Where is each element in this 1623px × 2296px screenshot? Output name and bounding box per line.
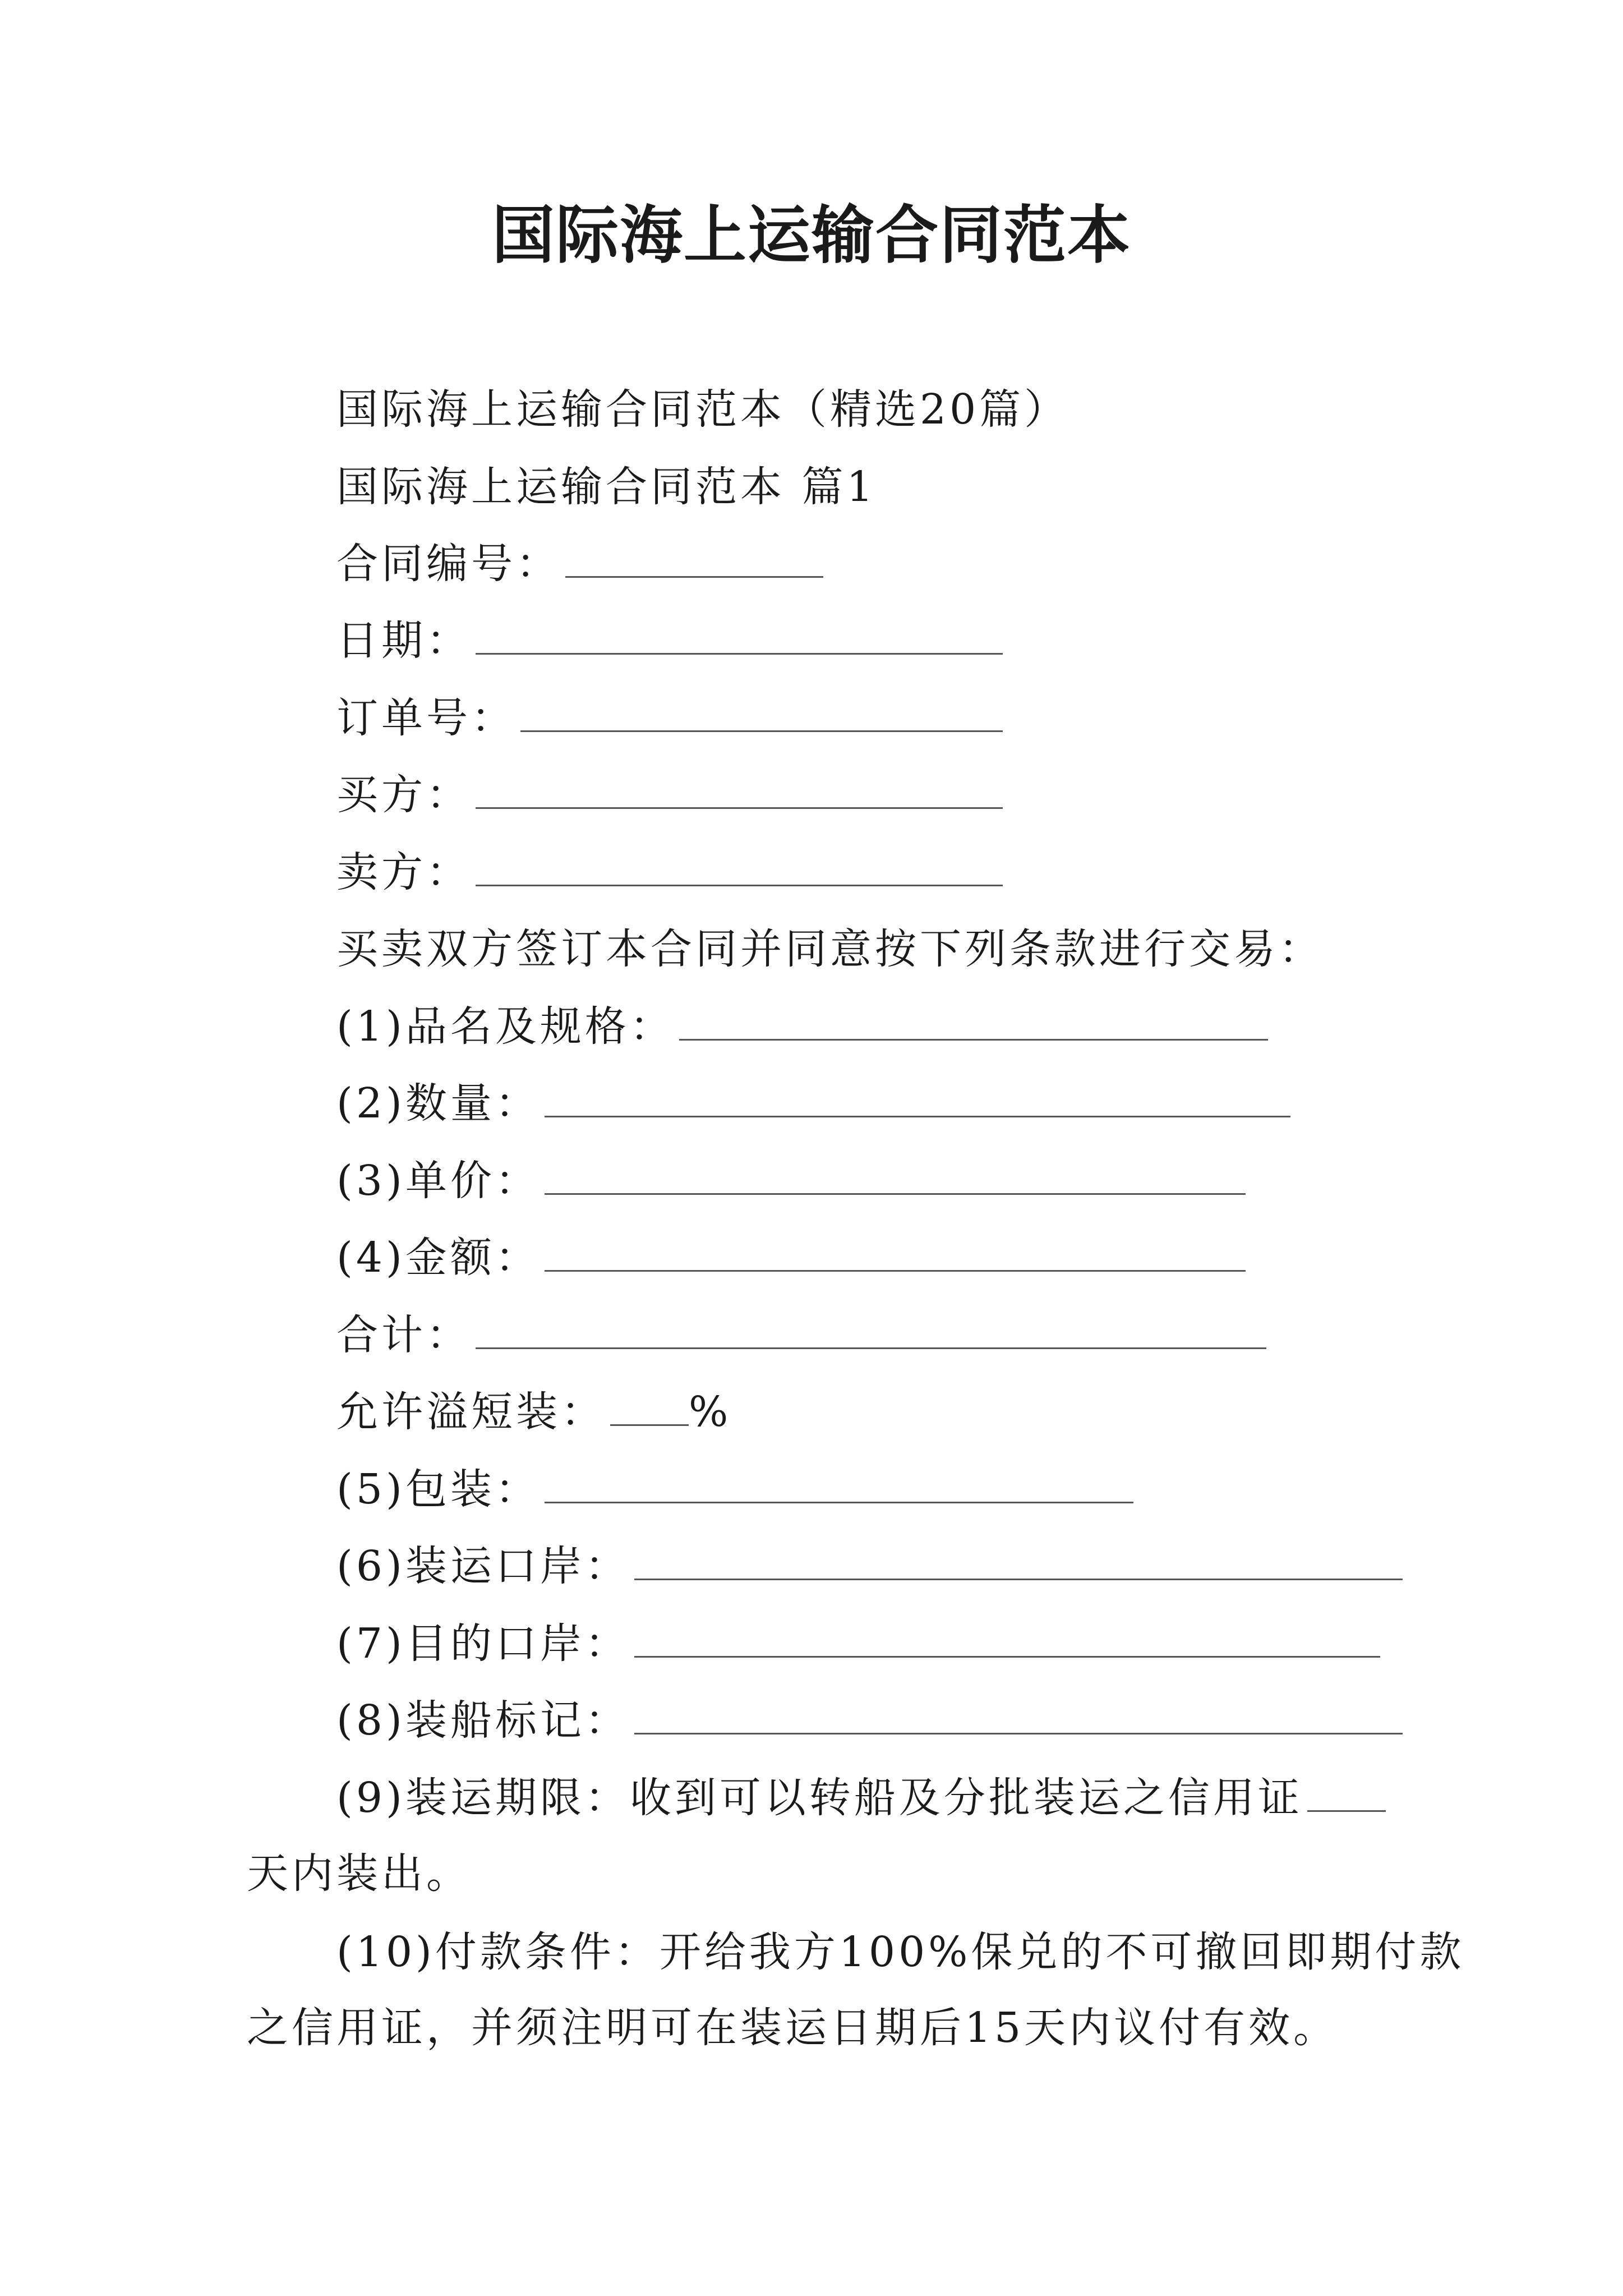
quantity-row [336, 1075, 1290, 1131]
total-blank[interactable] [476, 1312, 1266, 1349]
total-label: 合计： [336, 1311, 471, 1359]
intro-text: 买卖双方签订本合同并同意按下列条款进行交易： [336, 925, 1324, 973]
document-title: 国际海上运输合同范本 [492, 199, 1131, 272]
shipping-marks-row [336, 1692, 1403, 1749]
contract-no-row [336, 536, 823, 592]
order-no-row [336, 690, 1003, 746]
subtitle: 国际海上运输合同范本（精选20篇） [336, 385, 1069, 434]
section-heading: 国际海上运输合同范本 篇1 [336, 463, 877, 511]
port-destination-blank[interactable] [634, 1620, 1380, 1658]
date-row [336, 613, 1003, 669]
shipment-period-continued: 天内装出。 [247, 1849, 471, 1898]
packing-blank[interactable] [545, 1466, 1133, 1503]
packing-row [336, 1461, 1133, 1517]
contract-no-label: 合同编号： [336, 540, 561, 588]
shipment-period-blank[interactable] [1307, 1774, 1386, 1812]
quantity-blank[interactable] [545, 1080, 1290, 1117]
date-blank[interactable] [476, 617, 1003, 655]
shipment-period-text: (9)装运期限：收到可以转船及分批装运之信用证 [336, 1774, 1303, 1822]
shipment-period-row [336, 1770, 1386, 1826]
tolerance-blank[interactable] [610, 1388, 689, 1426]
packing-label: (5)包装： [336, 1465, 540, 1513]
seller-label: 卖方： [336, 848, 471, 896]
order-no-label: 订单号： [336, 694, 516, 742]
shipping-marks-blank[interactable] [634, 1697, 1403, 1734]
amount-blank[interactable] [545, 1234, 1246, 1272]
payment-terms-line1: (10)付款条件：开给我方100%保兑的不可撤回即期付款 [336, 1928, 1465, 1976]
buyer-blank[interactable] [476, 771, 1003, 809]
port-loading-blank[interactable] [634, 1543, 1403, 1580]
name-spec-label: (1)品名及规格： [336, 1002, 675, 1051]
tolerance-row [336, 1384, 731, 1440]
port-destination-row [336, 1616, 1380, 1672]
total-row [336, 1307, 1266, 1363]
unit-price-row [336, 1153, 1246, 1209]
amount-row [336, 1230, 1246, 1286]
buyer-row [336, 767, 1003, 823]
seller-blank[interactable] [476, 849, 1003, 886]
shipping-marks-label: (8)装船标记： [336, 1696, 630, 1745]
tolerance-label: 允许溢短装： [336, 1388, 606, 1436]
amount-label: (4)金额： [336, 1234, 540, 1282]
date-label: 日期： [336, 616, 471, 665]
unit-price-blank[interactable] [545, 1157, 1246, 1195]
port-loading-label: (6)装运口岸： [336, 1542, 630, 1590]
order-no-blank[interactable] [520, 694, 1003, 732]
name-spec-row [336, 999, 1268, 1055]
name-spec-blank[interactable] [679, 1003, 1268, 1041]
seller-row [336, 844, 1003, 900]
tolerance-unit: % [689, 1388, 732, 1436]
port-loading-row [336, 1538, 1403, 1594]
buyer-label: 买方： [336, 771, 471, 819]
contract-no-blank[interactable] [565, 540, 823, 578]
port-destination-label: (7)目的口岸： [336, 1619, 630, 1668]
quantity-label: (2)数量： [336, 1079, 540, 1128]
payment-terms-line2: 之信用证，并须注明可在装运日期后15天内议付有效。 [247, 2004, 1339, 2052]
unit-price-label: (3)单价： [336, 1157, 540, 1205]
